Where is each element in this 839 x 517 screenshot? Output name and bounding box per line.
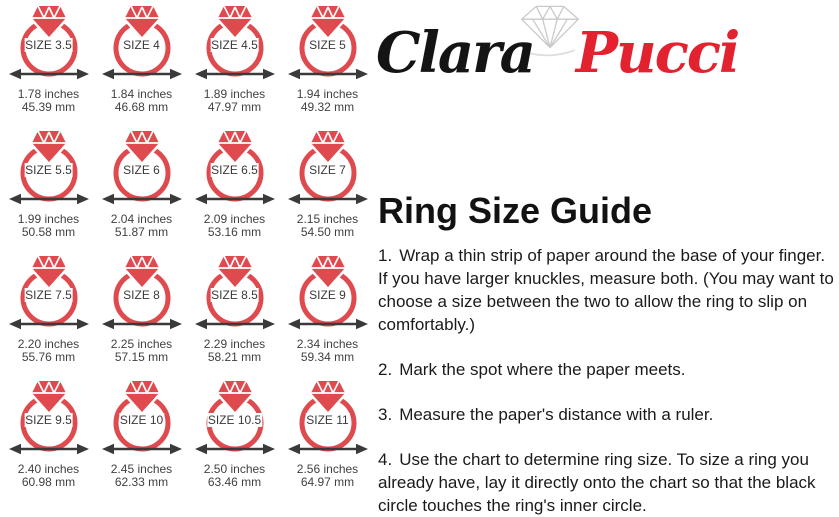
ring-size-cell — [281, 379, 374, 504]
ring-size-label: SIZE 8 — [123, 288, 160, 302]
brand-logo — [376, 0, 838, 110]
diameter-mm: 58.21 mm — [207, 350, 262, 364]
diameter-mm: 54.50 mm — [300, 225, 355, 239]
instruction-steps — [378, 244, 836, 517]
step-text: Mark the spot where the paper meets. — [399, 360, 686, 379]
diameter-mm: 49.32 mm — [300, 100, 355, 114]
ring-size-cell — [2, 129, 95, 254]
ring-figure — [100, 379, 184, 459]
brand-name-first: Clara — [376, 20, 534, 86]
ring-figure — [286, 4, 370, 84]
ring-size-cell — [2, 379, 95, 504]
ring-size-cell — [95, 254, 188, 379]
ring-measurements — [297, 213, 358, 239]
ring-measurements — [111, 213, 172, 239]
diameter-inches: 2.29 inches — [203, 337, 266, 351]
step-text: Use the chart to determine ring size. To size a ring you already have, lay it directly onto the chart so that the black circle touches the ring's inner circle. — [378, 450, 816, 515]
diameter-inches: 1.78 inches — [17, 87, 80, 101]
ring-size-cell — [281, 254, 374, 379]
ring-size-label: SIZE 9 — [309, 288, 346, 302]
ring-size-cell — [95, 379, 188, 504]
page-title: Ring Size Guide — [378, 190, 653, 231]
ring-measurements — [111, 338, 172, 364]
ring-size-cell — [188, 129, 281, 254]
step-number: 3. — [378, 405, 393, 424]
ring-size-label: SIZE 7.5 — [25, 288, 72, 302]
diameter-inches: 1.94 inches — [296, 87, 359, 101]
ring-figure — [7, 129, 91, 209]
ring-size-label: SIZE 10 — [119, 413, 164, 427]
diameter-inches: 1.89 inches — [203, 87, 266, 101]
ring-size-label: SIZE 7 — [309, 163, 346, 177]
diameter-mm: 53.16 mm — [207, 225, 262, 239]
diameter-mm: 57.15 mm — [114, 350, 169, 364]
ring-measurements — [111, 88, 172, 114]
step-2 — [378, 358, 836, 381]
step-number: 4. — [378, 450, 393, 469]
ring-size-label: SIZE 11 — [306, 413, 349, 427]
diameter-inches: 2.34 inches — [296, 337, 359, 351]
step-3 — [378, 403, 836, 426]
ring-figure — [7, 4, 91, 84]
step-text: Wrap a thin strip of paper around the base of your finger. If you have larger knuckles, measure both. (You may want to choose a size between the two to allow the ring to slip on comfortably.) — [378, 246, 834, 334]
ring-size-label: SIZE 9.5 — [25, 413, 72, 427]
ring-figure — [286, 129, 370, 209]
ring-figure — [7, 379, 91, 459]
brand-name-second: Pucci — [575, 20, 739, 86]
ring-figure — [100, 254, 184, 334]
ring-measurements — [297, 88, 358, 114]
diameter-inches: 2.45 inches — [110, 462, 173, 476]
ring-size-label: SIZE 6 — [123, 163, 160, 177]
ring-measurements — [297, 338, 358, 364]
ring-measurements — [111, 463, 172, 489]
ring-size-label: SIZE 3.5 — [25, 38, 72, 52]
ring-size-label: SIZE 4.5 — [211, 38, 258, 52]
diameter-mm: 62.33 mm — [114, 475, 169, 489]
diameter-inches: 2.15 inches — [296, 212, 359, 226]
ring-figure — [193, 379, 277, 459]
ring-size-cell — [188, 379, 281, 504]
step-text: Measure the paper's distance with a ruler. — [399, 405, 714, 424]
ring-measurements — [18, 88, 79, 114]
ring-figure — [193, 129, 277, 209]
ring-measurements — [204, 338, 265, 364]
diameter-inches: 1.84 inches — [110, 87, 173, 101]
diameter-mm: 60.98 mm — [21, 475, 76, 489]
ring-figure — [193, 254, 277, 334]
ring-size-cell — [2, 4, 95, 129]
ring-figure — [100, 4, 184, 84]
diameter-inches: 2.04 inches — [110, 212, 173, 226]
ring-figure — [193, 4, 277, 84]
diameter-inches: 2.40 inches — [17, 462, 80, 476]
diameter-mm: 51.87 mm — [114, 225, 169, 239]
ring-size-cell — [95, 129, 188, 254]
diameter-mm: 50.58 mm — [21, 225, 76, 239]
ring-size-cell — [281, 4, 374, 129]
ring-size-label: SIZE 5 — [309, 38, 346, 52]
info-panel — [376, 0, 838, 515]
ring-size-label: SIZE 6.5 — [211, 163, 258, 177]
diameter-inches: 2.20 inches — [17, 337, 80, 351]
step-number: 2. — [378, 360, 393, 379]
ring-size-label: SIZE 10.5 — [207, 413, 262, 427]
ring-size-cell — [188, 4, 281, 129]
diameter-mm: 63.46 mm — [207, 475, 262, 489]
diameter-mm: 59.34 mm — [300, 350, 355, 364]
ring-measurements — [204, 213, 265, 239]
ring-measurements — [297, 463, 358, 489]
diameter-inches: 2.56 inches — [296, 462, 359, 476]
ring-size-cell — [188, 254, 281, 379]
diameter-inches: 2.09 inches — [203, 212, 266, 226]
step-4 — [378, 448, 836, 517]
ring-size-chart — [2, 4, 374, 504]
ring-size-cell — [2, 254, 95, 379]
ring-figure — [286, 254, 370, 334]
ring-size-cell — [281, 129, 374, 254]
diameter-mm: 55.76 mm — [21, 350, 76, 364]
ring-size-label: SIZE 5.5 — [25, 163, 72, 177]
step-number: 1. — [378, 246, 393, 265]
diameter-mm: 46.68 mm — [114, 100, 169, 114]
diameter-inches: 2.50 inches — [203, 462, 266, 476]
diameter-inches: 2.25 inches — [110, 337, 173, 351]
ring-measurements — [204, 88, 265, 114]
ring-measurements — [18, 338, 79, 364]
ring-size-cell — [95, 4, 188, 129]
ring-figure — [286, 379, 370, 459]
diameter-inches: 1.99 inches — [17, 212, 80, 226]
ring-figure — [100, 129, 184, 209]
diameter-mm: 47.97 mm — [207, 100, 262, 114]
brand-name — [376, 20, 738, 86]
ring-figure — [7, 254, 91, 334]
diameter-mm: 64.97 mm — [300, 475, 355, 489]
ring-measurements — [18, 463, 79, 489]
ring-size-label: SIZE 4 — [123, 38, 160, 52]
ring-measurements — [18, 213, 79, 239]
ring-measurements — [204, 463, 265, 489]
ring-size-label: SIZE 8.5 — [211, 288, 258, 302]
step-1 — [378, 244, 836, 336]
diameter-mm: 45.39 mm — [21, 100, 76, 114]
